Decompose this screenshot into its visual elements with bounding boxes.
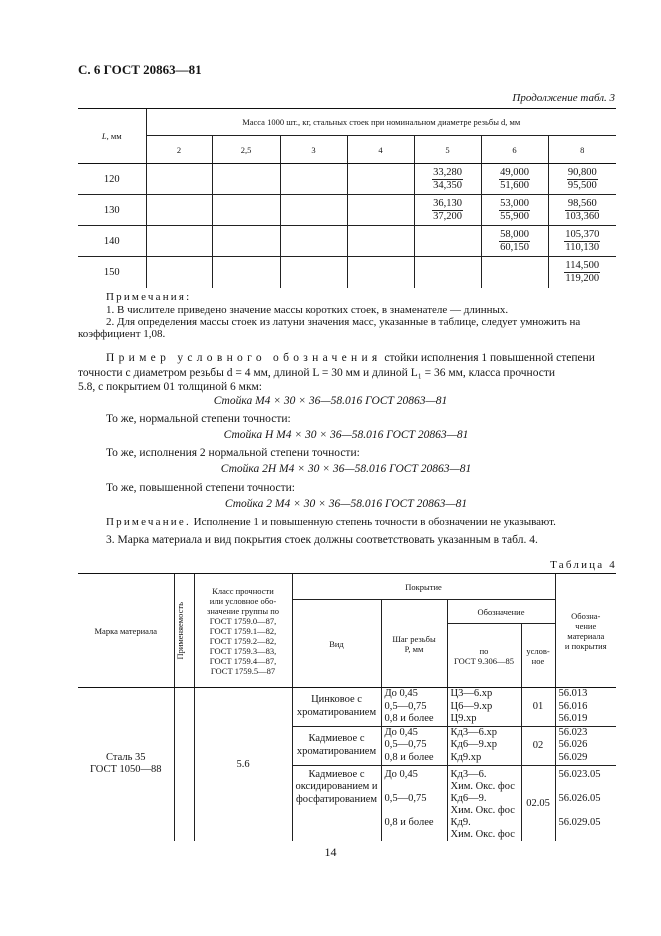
mass-value: $\frac{33,280}{34,350}$ — [433, 166, 462, 191]
material-coating-table — [78, 573, 616, 841]
header-type: Вид — [292, 600, 381, 688]
mass-value: $\frac{58,000}{60,150}$ — [500, 228, 529, 253]
header-gost: по ГОСТ 9.306—85 — [447, 624, 521, 688]
material-coating-code: 56.013 56.016 56.019 — [555, 688, 616, 727]
page-number: 14 — [324, 845, 337, 859]
note-1: 1. В числителе приведено значение массы коротких стоек, в знаменателе — длинных. — [106, 304, 509, 316]
pitch-cell: До 0,45 0,5—0,75 0,8 и более — [381, 688, 447, 727]
coating-type: Цинковое с хроматированием — [292, 688, 381, 727]
example-note: Примечание. Исполнение 1 и повышенную степень точности в обозначении не указывают. — [106, 516, 556, 528]
length-cell: 150 — [103, 266, 120, 278]
col-length-header: L, мм — [78, 109, 146, 164]
table4-caption: Таблица 4 — [550, 559, 617, 571]
mass-value: $\frac{36,130}{37,200}$ — [433, 197, 462, 222]
header-material: Марка материала — [78, 574, 174, 688]
header-use: Применяемость — [174, 601, 185, 660]
example-note-lead: Примечание. — [106, 516, 191, 528]
example-lead: Пример условного обозначения — [106, 352, 382, 364]
header-conditional: услов- ное — [521, 624, 555, 688]
length-cell: 120 — [78, 164, 146, 195]
example-paragraph-line1: Пример условного обозначения стойки исполнения 1 повышенной степени — [106, 352, 595, 364]
material-coating-code: 56.023.05 56.026.05 56.029.05 — [555, 765, 616, 841]
header-designation: Обозначение — [447, 600, 555, 624]
notes-heading: Примечания: — [106, 291, 192, 303]
diameter-header: 3 — [280, 136, 347, 164]
diameter-header: 6 — [481, 136, 548, 164]
mass-value: $\frac{53,000}{55,900}$ — [500, 197, 529, 222]
length-cell: 140 — [78, 226, 146, 257]
designation-1: Стойка М4 × 30 × 36—58.016 ГОСТ 20863—81 — [213, 395, 448, 407]
header-coating: Покрытие — [292, 574, 555, 600]
diameter-header: 8 — [548, 136, 616, 164]
page-header: С. 6 ГОСТ 20863—81 — [78, 62, 202, 77]
header-pitch: Шаг резьбы P, мм — [381, 600, 447, 688]
example-paragraph-line2: точности с диаметром резьбы d = 4 мм, длиной L = 30 мм и длиной L₁ = 36 мм, класса прочности — [78, 367, 556, 379]
diameter-header: 4 — [347, 136, 414, 164]
mass-table — [78, 108, 616, 288]
conditional-code: 02 — [521, 726, 555, 765]
table-row — [78, 688, 616, 727]
conditional-code: 01 — [521, 688, 555, 727]
material-coating-code: 56.023 56.026 56.029 — [555, 726, 616, 765]
note-2b: коэффициент 1,08. — [78, 328, 166, 340]
diameter-header: 2,5 — [212, 136, 280, 164]
designation-3: Стойка 2Н М4 × 30 × 36—58.016 ГОСТ 20863—81 — [220, 463, 472, 475]
pitch-cell: До 0,45 0,5—0,75 0,8 и более — [381, 765, 447, 841]
mass-value: $\frac{98,560}{103,360}$ — [565, 197, 600, 222]
same-1: То же, нормальной степени точности: — [106, 413, 291, 425]
same-3: То же, повышенной степени точности: — [106, 482, 295, 494]
mass-value: $\frac{114,500}{119,200}$ — [565, 259, 600, 284]
designation-4: Стойка 2 М4 × 30 × 36—58.016 ГОСТ 20863—81 — [224, 498, 468, 510]
table-row — [78, 257, 616, 288]
table-row — [78, 195, 616, 226]
gost-designation: Кд3—6. Хим. Окс. фос Кд6—9. Хим. Окс. фос Кд9. Хим. Окс. фос — [447, 765, 521, 841]
coating-type: Кадмиевое с оксидированием и фосфатированием — [292, 765, 381, 841]
designation-2: Стойка Н М4 × 30 × 36—58.016 ГОСТ 20863—81 — [223, 429, 469, 441]
mass-group-header: Масса 1000 шт., кг, стальных стоек при номинальном диаметре резьбы d, мм — [146, 109, 616, 136]
coating-type: Кадмиевое с хроматированием — [292, 726, 381, 765]
same-2: То же, исполнения 2 нормальной степени точности: — [106, 447, 360, 459]
material-cell: Сталь 35 ГОСТ 1050—88 — [89, 751, 162, 776]
pitch-cell: До 0,45 0,5—0,75 0,8 и более — [381, 726, 447, 765]
diameter-header: 2 — [146, 136, 212, 164]
mass-value: $\frac{49,000}{51,600}$ — [500, 166, 529, 191]
gost-designation: Кд3—6.хр Кд6—9.хр Кд9.хр — [447, 726, 521, 765]
length-cell: 130 — [78, 195, 146, 226]
table-row — [78, 226, 616, 257]
table-row — [78, 164, 616, 195]
header-class: Класс прочности или условное обо- значение группы по ГОСТ 1759.0—87, ГОСТ 1759.1—82, ГОСТ 1759.2—82, ГОСТ 1759.3—83, ГОСТ 1759.4—87, ГОСТ 1759.5—87 — [194, 574, 292, 688]
mass-value: $\frac{105,370}{110,130}$ — [565, 228, 600, 253]
gost-designation: Ц3—6.хр Ц6—9.хр Ц9.хр — [447, 688, 521, 727]
mass-value: $\frac{90,800}{95,500}$ — [567, 166, 597, 191]
class-cell: 5.6 — [194, 688, 292, 841]
note-2a: 2. Для определения массы стоек из латуни значения масс, указанные в таблице, следует умножить на — [106, 316, 581, 328]
diameter-header: 5 — [414, 136, 481, 164]
item-3: 3. Марка материала и вид покрытия стоек должны соответствовать указанным в табл. 4. — [106, 534, 538, 546]
example-paragraph-line3: 5.8, с покрытием 01 толщиной 6 мкм: — [78, 381, 262, 393]
conditional-code: 02.05 — [521, 765, 555, 841]
table-continuation-label: Продолжение табл. 3 — [512, 92, 615, 104]
header-material-coating-code: Обозна- чение материала и покрытия — [555, 574, 616, 688]
